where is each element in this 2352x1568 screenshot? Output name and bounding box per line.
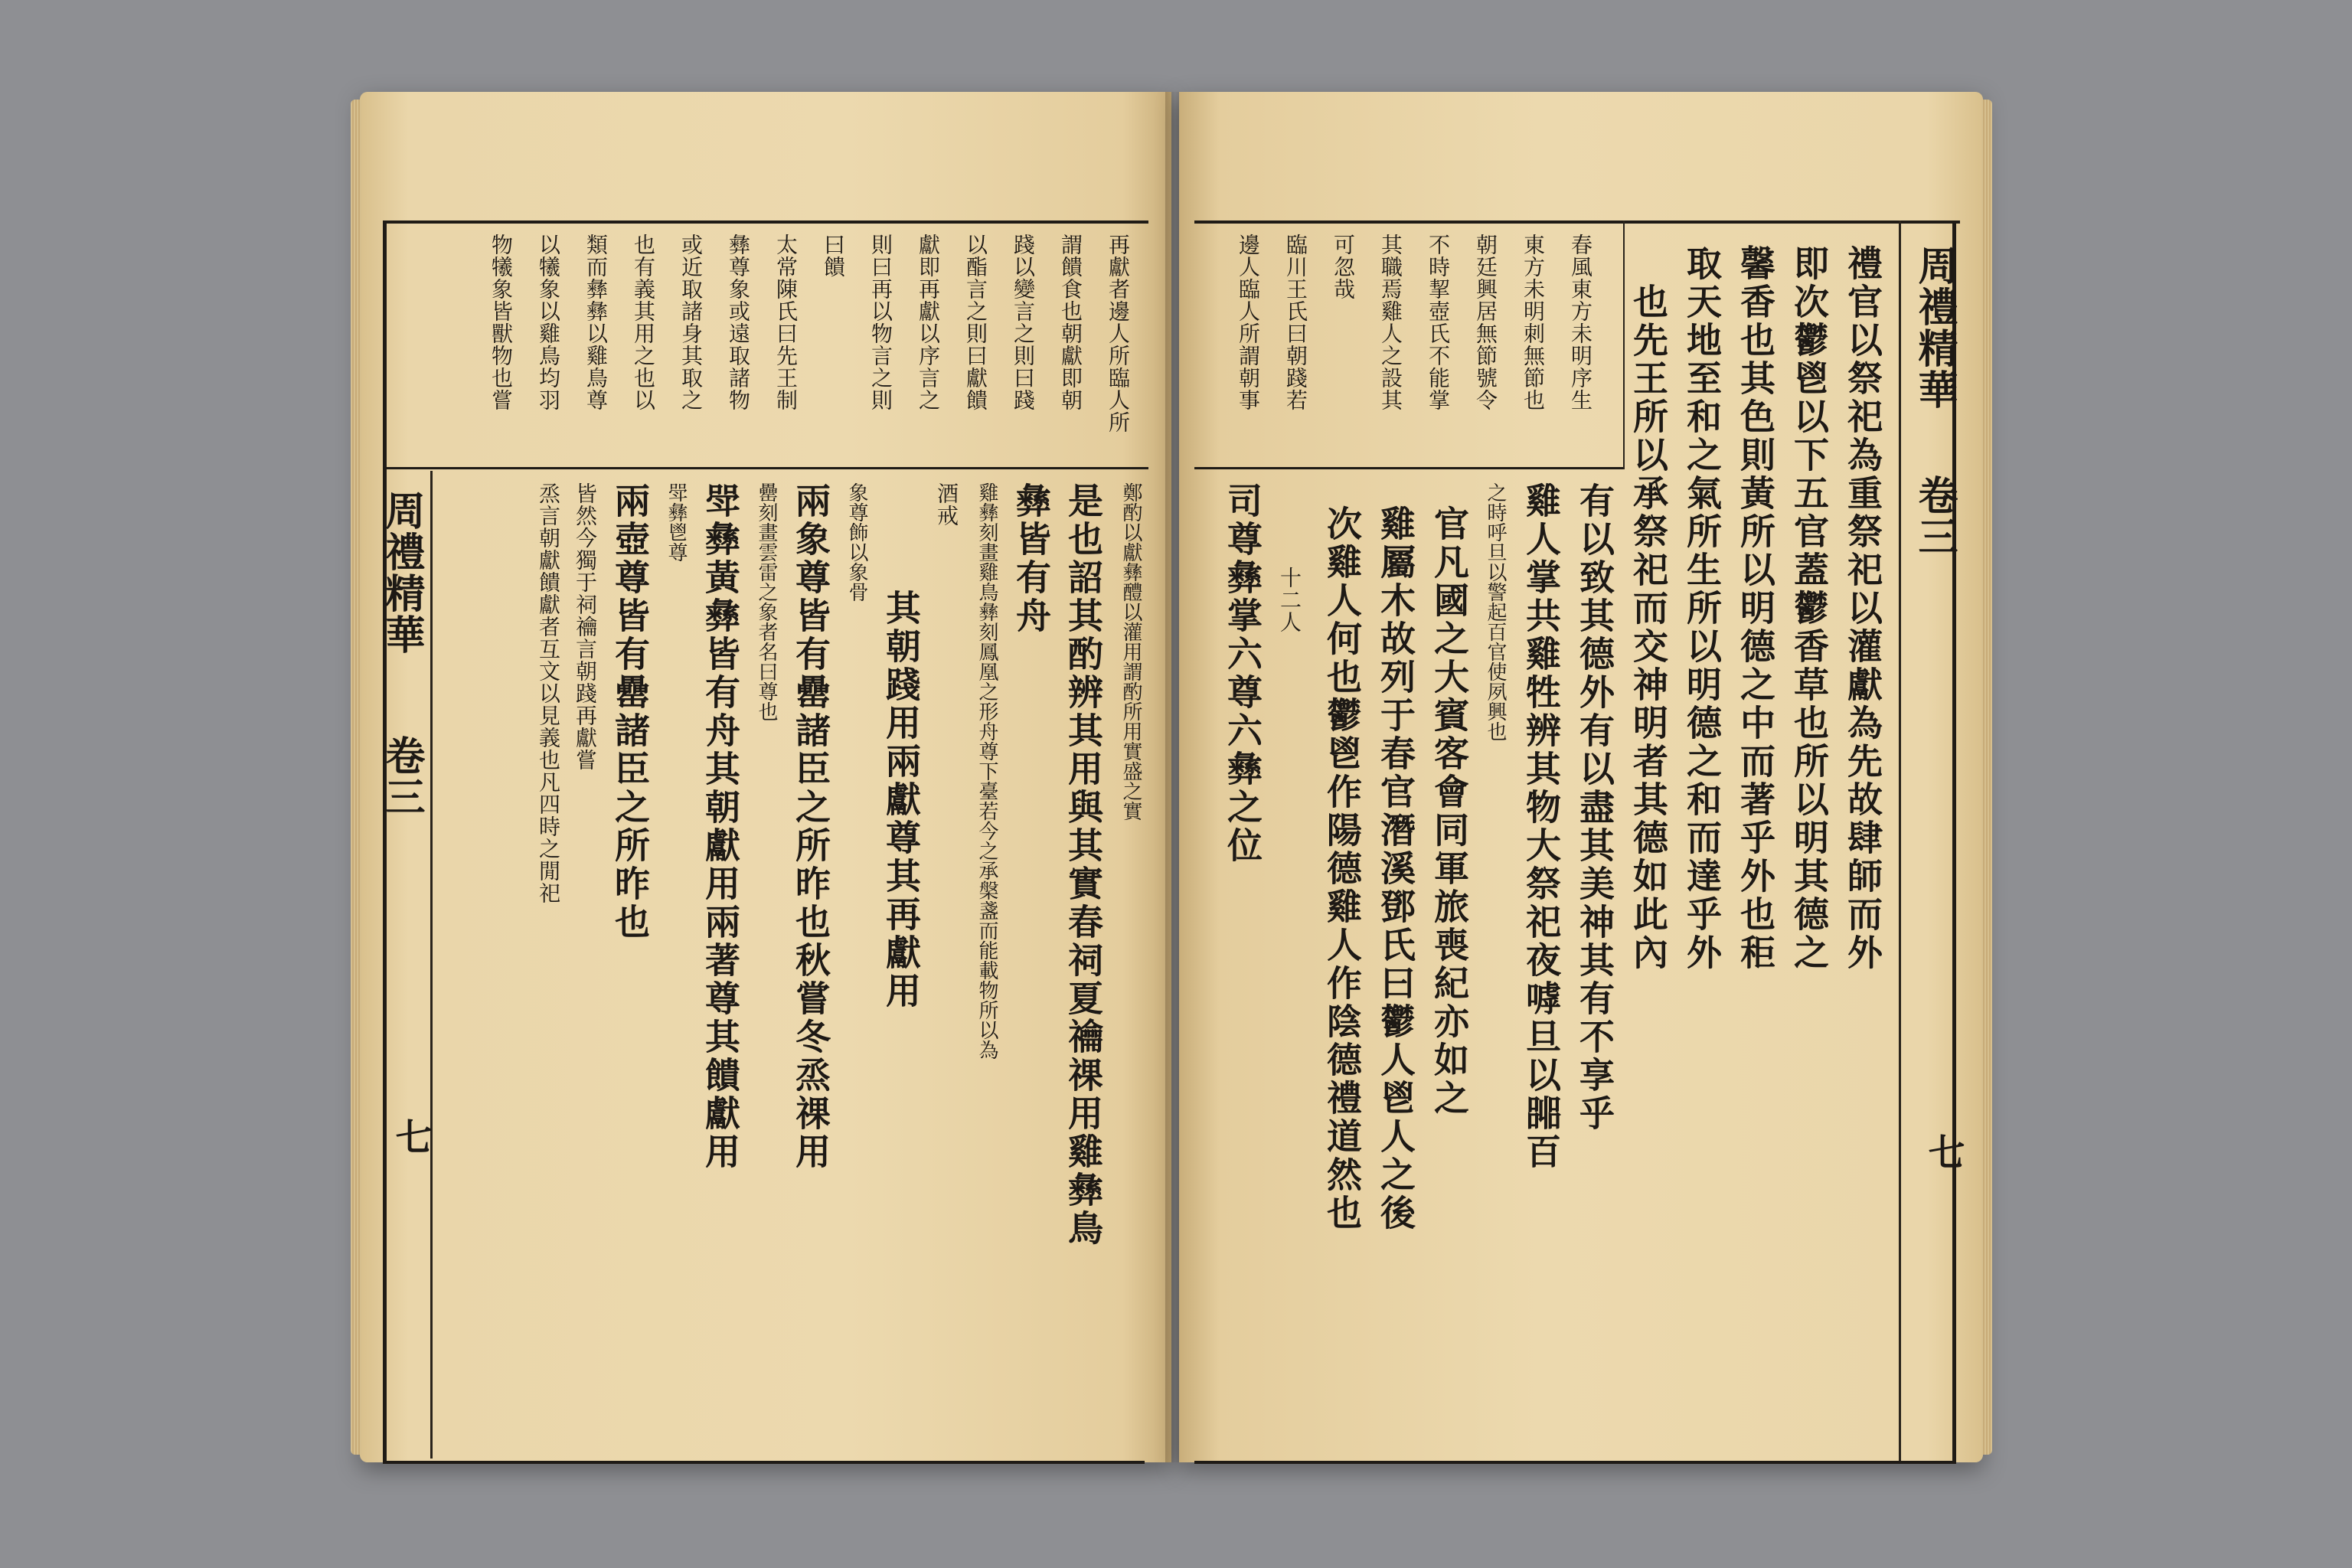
volume-number: 卷三 [378,735,425,818]
text-column: 象尊飾以象骨 [845,482,868,602]
upper-register-rule [1623,220,1625,469]
text-column: 次雞人何也鬱鬯作陽德雞人作陰德禮道然也 [1321,505,1363,1233]
text-column: 彝皆有舟 [1011,482,1052,635]
commentary-column: 以犧象以雞鳥均羽 [536,234,561,411]
text-column: 其朝踐用兩獻尊其再獻用 [880,590,922,1011]
text-column: 馨香也其色則黃所以明德之中而著乎外也秬 [1735,245,1776,972]
commentary-column: 彝尊象或遠取諸物 [726,234,751,411]
text-column: 雞彝刻畫雞鳥彝刻鳳凰之形舟尊下臺若今之承槃盞而能載物所以為 [975,482,998,1060]
title-band-rule [430,471,433,1459]
folio-number: 七 [389,1118,432,1161]
commentary-column: 謂饋食也朝獻即朝 [1058,234,1083,411]
open-book [360,92,1983,1462]
text-column: 兩壺尊皆有罍諸臣之所昨也 [609,482,651,942]
text-column: 兩象尊皆有罍諸臣之所昨也秋嘗冬烝祼用 [790,482,831,1171]
commentary-column: 其職焉雞人之設其 [1378,234,1403,411]
text-column: 雞人掌共雞牲辨其物大祭祀夜嘑旦以嘂百 [1521,482,1562,1171]
commentary-column: 不時挈壺氏不能掌 [1426,234,1451,411]
text-column: 斝彝黃彝皆有舟其朝獻用兩著尊其饋獻用 [700,482,741,1171]
text-column: 取天地至和之氣所生所以明德之和而達乎外 [1681,245,1723,972]
commentary-column: 獻即再獻以序言之 [916,234,941,411]
page-edge-left [351,100,361,1455]
text-column: 也先王所以承祭祀而交神明者其德如此內 [1628,283,1669,972]
text-column: 皆然今獨于祠禴言朝踐再獻嘗 [573,482,598,771]
commentary-column: 物犧象皆獸物也嘗 [488,234,514,411]
book-title: 周禮精華 [1911,245,1958,410]
commentary-column: 東方未明刺無節也 [1521,234,1546,411]
upper-register-divider [383,467,1148,469]
text-column: 十二人 [1277,567,1302,633]
volume-number: 卷三 [1911,475,1958,557]
upper-register-divider [1194,467,1623,469]
text-column: 鄭酌以獻彝醴以灌用謂酌所用實盛之實 [1119,482,1142,821]
commentary-column: 可忽哉 [1331,234,1356,300]
text-column: 雞屬木故列于春官潛溪鄧氏曰鬱人鬯人之後 [1375,505,1416,1233]
commentary-column: 類而彝彝以雞鳥尊 [583,234,609,411]
commentary-column: 曰饋 [821,234,846,278]
text-column: 禮官以祭祀為重祭祀以灌獻為先故肆師而外 [1842,245,1883,972]
folio-number: 七 [1922,1133,1965,1176]
commentary-column: 則曰再以物言之則 [868,234,893,411]
commentary-column: 太常陳氏曰先王制 [773,234,799,411]
text-column: 即次鬱鬯以下五官蓋鬱香草也所以明其德之 [1788,245,1830,972]
commentary-column: 春風東方未明序生 [1568,234,1593,411]
commentary-column: 也有義其用之也以 [631,234,656,411]
text-column: 斝彝鬯尊 [665,482,688,562]
commentary-column: 再獻者邊人所臨人所 [1106,234,1131,433]
text-column: 酒戒 [934,482,959,527]
title-band-rule [1899,220,1901,1461]
commentary-column: 以酯言之則曰獻饋 [963,234,988,411]
commentary-column: 臨川王氏曰朝踐若 [1283,234,1308,411]
page-edge-right [1981,100,1992,1455]
commentary-column: 或近取諸身其取之 [678,234,704,411]
commentary-column: 朝廷興居無節號令 [1473,234,1498,411]
text-column: 烝言朝獻饋獻者互文以見義也凡四時之閒祀 [536,482,561,904]
text-column: 是也詔其酌辨其用與其實春祠夏禴祼用雞彝鳥 [1063,482,1104,1248]
text-column: 之時呼旦以警起百官使夙興也 [1484,482,1507,741]
commentary-column: 邊人臨人所謂朝事 [1236,234,1261,411]
text-column: 司尊彝掌六尊六彝之位 [1222,482,1263,865]
book-title: 周禮精華 [378,490,425,655]
commentary-column: 踐以變言之則曰踐 [1011,234,1036,411]
right-page [1179,92,1983,1462]
text-column: 有以致其德外有以盡其美神其有不享乎 [1574,482,1615,1133]
left-page [360,92,1171,1462]
text-column: 罍刻畫雲雷之象者名曰尊也 [755,482,778,721]
text-column: 官凡國之大賓客會同軍旅喪紀亦如之 [1429,505,1470,1118]
